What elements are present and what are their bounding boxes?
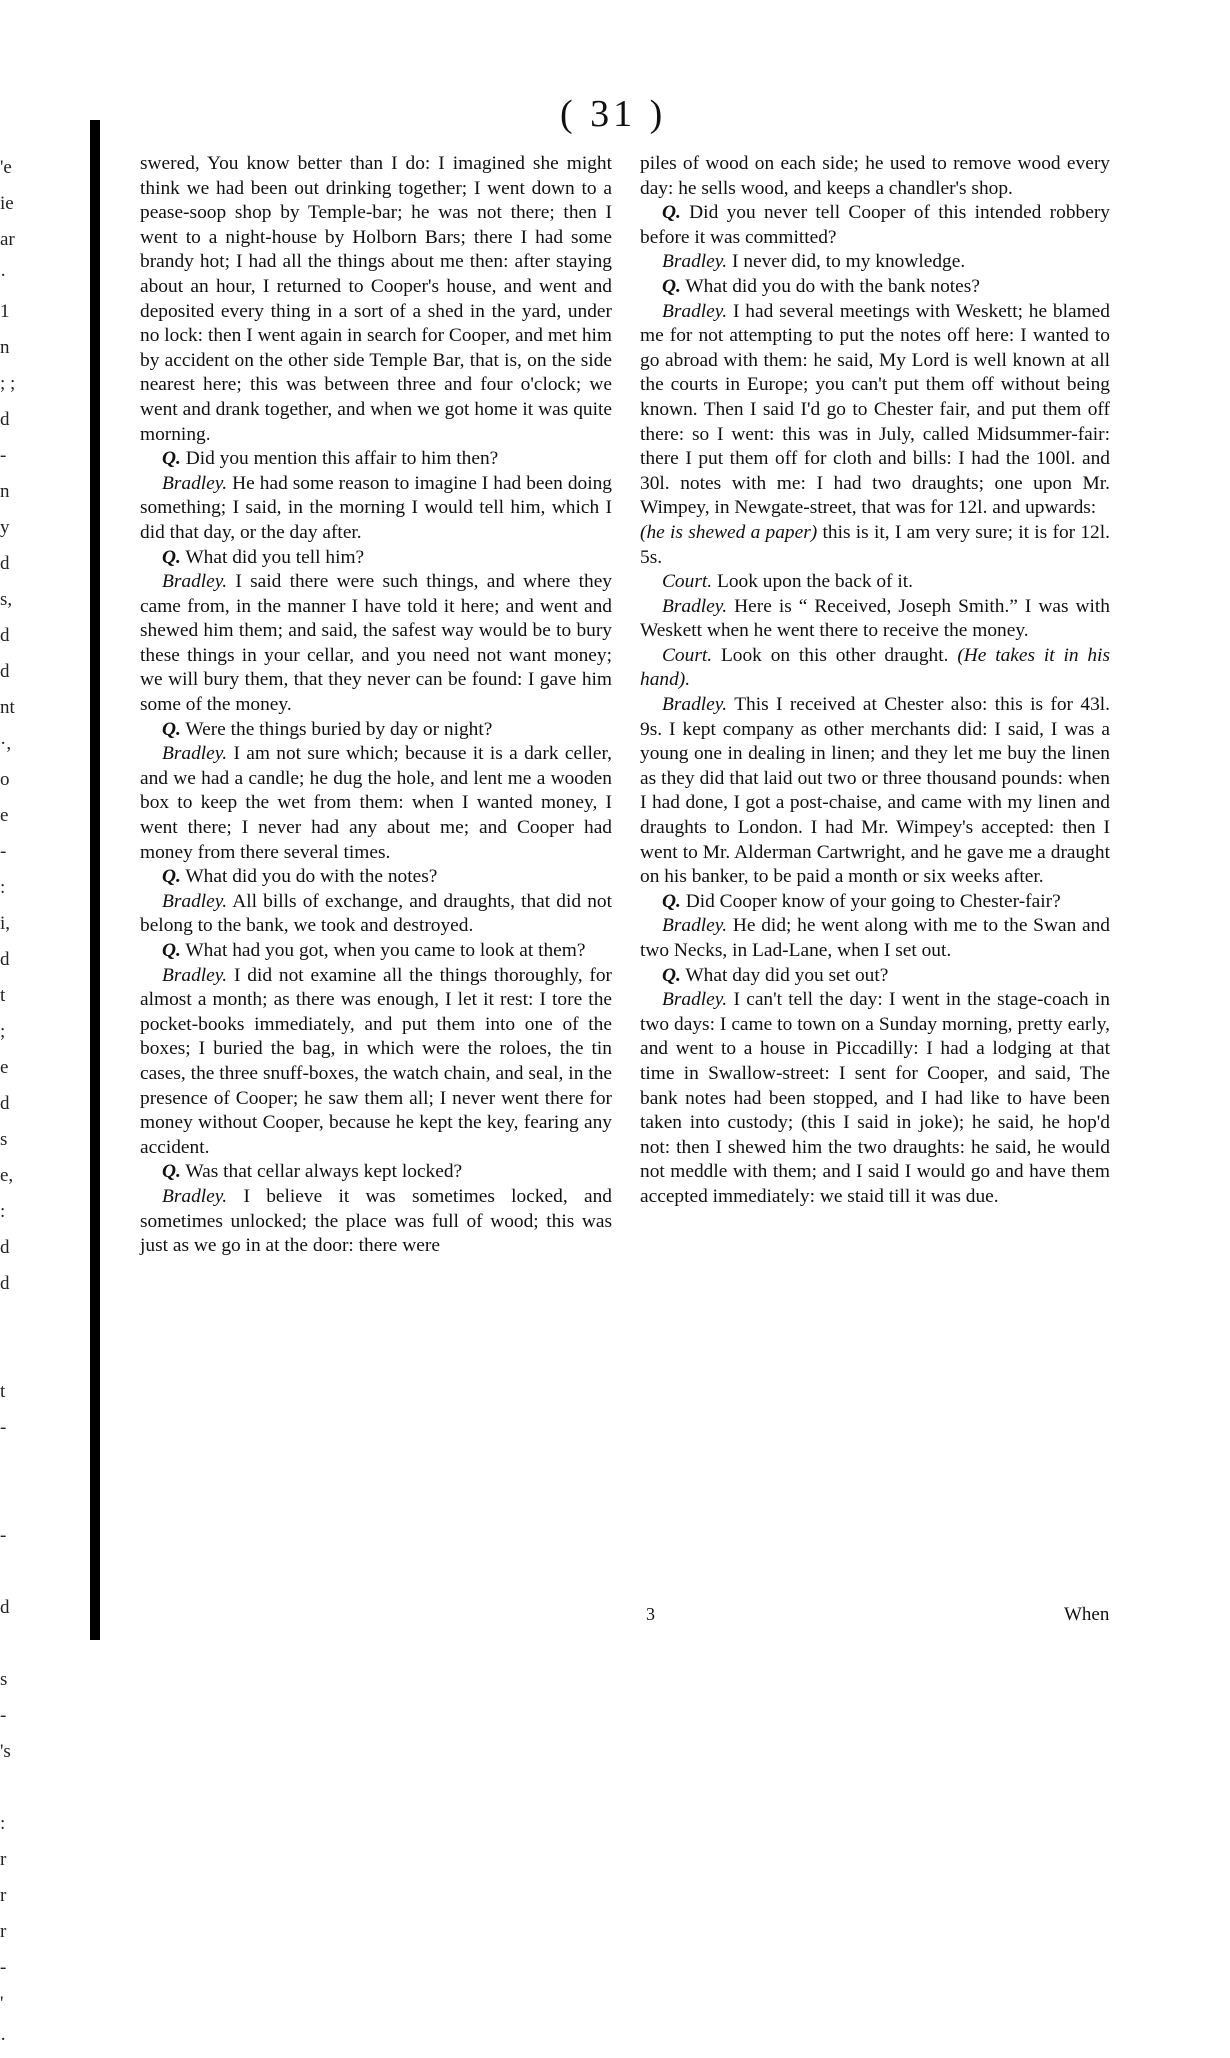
gutter-fragment: d: [0, 661, 10, 682]
speaker-label: Bradley.: [662, 251, 728, 273]
gutter-fragment: :: [0, 1201, 6, 1222]
paragraph-text: I am not sure which; because it is a dark celler, and we had a candle; he dug the hole, and lent me a wooden box to keep the wet from them: when I wanted money, I went there; I never had any about me; and Cooper had money from there several times.: [140, 743, 612, 863]
gutter-fragment: n: [0, 481, 10, 502]
gutter-fragment: -: [0, 1525, 7, 1546]
speaker-label: Court.: [662, 644, 713, 666]
gutter-fragment: d: [0, 1597, 10, 1618]
gutter-fragment: -: [0, 841, 7, 862]
speaker-label: Q.: [662, 202, 681, 224]
gutter-fragment: e,: [0, 1165, 14, 1186]
gutter-fragment: ·: [0, 2029, 7, 2050]
speaker-label: Q.: [662, 890, 681, 912]
gutter-fragment: 1: [0, 301, 10, 322]
gutter-fragment: ar: [0, 229, 15, 250]
paragraph-text: All bills of exchange, and draughts, that did not belong to the bank, we took and destroyed.: [140, 890, 612, 937]
gutter-fragment: e: [0, 1057, 9, 1078]
paragraph: [640, 595, 1110, 644]
gutter-fragment: -: [0, 445, 7, 466]
paragraph-text: What day did you set out?: [685, 964, 889, 986]
paragraph: [140, 1160, 612, 1185]
gutter-fragment: s,: [0, 589, 13, 610]
paragraph-text: What did you do with the bank notes?: [685, 275, 980, 297]
gutter-fragment: d: [0, 409, 10, 430]
speaker-label: Bradley.: [162, 743, 228, 765]
paragraph: [140, 718, 612, 743]
paragraph: [640, 250, 1110, 275]
gutter-fragment: 'e: [0, 157, 12, 178]
gutter-fragment: [0, 1554, 70, 1590]
speaker-label: Bradley.: [662, 694, 728, 716]
gutter-fragment: d: [0, 1273, 10, 1294]
paragraph: [640, 988, 1110, 1209]
gutter-fragment: n: [0, 337, 10, 358]
paragraph: [140, 939, 612, 964]
paragraph-text: I said there were such things, and where they came from, in the manner I have told it here; and went and shewed him them; and said, the safest way would be to bury these things in your cellar, and you need not want money; we will bury them, that they never can be found: I gave him some of the money.: [140, 571, 612, 716]
gutter-fragment: d: [0, 1237, 10, 1258]
gutter-fragment: i,: [0, 913, 11, 934]
paragraph-text: Look on this other draught.: [720, 644, 949, 666]
paragraph-text: I believe it was sometimes locked, and sometimes unlocked; the place was full of wood; this was just as we go in at the door: there were: [140, 1185, 612, 1257]
speaker-label: Q.: [162, 546, 181, 568]
paragraph-text: He did; he went along with me to the Swan and two Necks, in Lad-Lane, when I set out.: [640, 915, 1110, 961]
gutter-fragment: -: [0, 1957, 7, 1978]
gutter-fragment: [0, 1338, 70, 1374]
paragraph: [640, 693, 1110, 890]
gutter-fragment: nt: [0, 697, 15, 718]
gutter-fragment: [0, 1770, 70, 1806]
paragraph: [640, 275, 1110, 300]
gutter-fragment: r: [0, 1849, 7, 1870]
paragraph-text: He had some reason to imagine I had been doing something; I said, in the morning I would tell him, which I did that day, or the day after.: [140, 472, 612, 543]
gutter-fragment: d: [0, 553, 10, 574]
speaker-label: Q.: [162, 448, 181, 470]
paragraph: [140, 865, 612, 890]
page-number: ( 31 ): [560, 93, 667, 135]
paragraph-text: Did you never tell Cooper of this intended robbery before it was committed?: [640, 202, 1110, 248]
gutter-fragment: d: [0, 625, 10, 646]
catchword: When: [1064, 1604, 1110, 1625]
speaker-label: Bradley.: [162, 1185, 228, 1207]
paragraph-text: What did you tell him?: [185, 546, 365, 568]
paragraph-text: Did you mention this affair to him then?: [185, 448, 499, 470]
left-text-column: [140, 152, 612, 1259]
gutter-fragment: ·: [0, 265, 7, 286]
paragraph: [640, 521, 1110, 570]
paragraph-text: Did Cooper know of your going to Chester-fair?: [685, 890, 1061, 912]
paragraph-text: this is it, I am very sure; it is for 12l. 5s.: [640, 521, 1110, 568]
binding-shadow: [90, 120, 100, 1640]
paragraph: [640, 644, 1110, 693]
gutter-fragment: r: [0, 1921, 7, 1942]
paragraph: [640, 152, 1110, 201]
paragraph-text: I never did, to my knowledge.: [732, 251, 966, 273]
gutter-fragment: e: [0, 805, 9, 826]
paragraph-text: This I received at Chester also: this is for 43l. 9s. I kept company as other merchants did: I said, I was a young one in dealing in linen; and they let me buy the linen as they did that laid out two or three thousand pounds: when I had done, I got a post-chaise, and came with my linen and draughts to London. I had Mr. Wimpey's accepted: then I went to Mr. Alderman Cartwright, and he gave me a draught on his banker, to be paid a month or six weeks after.: [640, 694, 1110, 888]
paragraph-text: What had you got, when you came to look at them?: [185, 940, 586, 961]
paragraph-text: Were the things buried by day or night?: [185, 718, 493, 740]
signature-mark: 3: [646, 1604, 655, 1624]
gutter-fragment: -: [0, 1705, 7, 1726]
paragraph-text: Look upon the back of it.: [716, 571, 913, 593]
paragraph: [140, 152, 612, 447]
speaker-label: Bradley.: [662, 300, 728, 322]
gutter-fragment: :: [0, 1813, 6, 1834]
paragraph-text: Was that cellar always kept locked?: [185, 1161, 463, 1183]
gutter-fragment: ·,: [0, 733, 12, 754]
speaker-label: Court.: [662, 571, 713, 593]
gutter-fragment: t: [0, 1381, 6, 1402]
gutter-fragment: [0, 1446, 70, 1482]
gutter-fragment: ;: [0, 1021, 6, 1042]
speaker-label: Bradley.: [162, 964, 228, 986]
paragraph: [640, 570, 1110, 595]
paragraph: [640, 964, 1110, 989]
speaker-label: Q.: [162, 866, 181, 888]
speaker-label: Bradley.: [162, 472, 228, 494]
paragraph: [140, 570, 612, 718]
paragraph-text: I did not examine all the things thoroughly, for almost a month; as there was enough, I let it rest: I tore the pocket-books immediately, and put them into one of the boxes; I buried the bag, in which were the roloes, the tin cases, the three snuff-boxes, the watch chain, and seal, in the presence of Cooper; he saw them all; I never went there for money without Cooper, because he kept the key, fearing any accident.: [140, 964, 612, 1158]
paragraph-text: piles of wood on each side; he used to remove wood every day: he sells wood, and keeps a chandler's shop.: [640, 153, 1110, 199]
gutter-fragment: ': [0, 1993, 4, 2014]
paragraph: [640, 890, 1110, 915]
gutter-fragment: -: [0, 1417, 7, 1438]
gutter-fragment: ; ;: [0, 373, 16, 394]
gutter-fragment: [0, 1626, 70, 1662]
paragraph-text: What did you do with the notes?: [185, 866, 438, 888]
gutter-fragment: r: [0, 1885, 7, 1906]
paragraph-text: Here is “ Received, Joseph Smith.” I was with Weskett when he went there to receive the money.: [640, 595, 1110, 642]
paragraph: [140, 964, 612, 1161]
paragraph-text: I can't tell the day: I went in the stage-coach in two days: I came to town on a Sunday morning, pretty early, and went to a house in Piccadilly: I had a lodging at that time in Swallow-street: I sent for Cooper, and said, The bank notes had been stopped, and I had like to have been taken into custody; (this I said in joke); he said, he hop'd not: then I shewed him the two draughts: he said, he would not meddle with them; and I said I would go and have them accepted immediately: we staid till it was due.: [640, 989, 1110, 1207]
gutter-fragment: [0, 1302, 70, 1338]
paragraph: [140, 890, 612, 939]
speaker-label: Q.: [162, 940, 181, 961]
speaker-label: Bradley.: [662, 595, 728, 617]
gutter-fragment: [0, 1482, 70, 1518]
gutter-fragment: o: [0, 769, 10, 790]
gutter-fragment: :: [0, 877, 6, 898]
speaker-label: Q.: [662, 275, 681, 297]
paragraph: [640, 201, 1110, 250]
gutter-fragment: ie: [0, 193, 14, 214]
gutter-fragment: 's: [0, 1741, 11, 1762]
paragraph: [140, 447, 612, 472]
gutter-fragment: s: [0, 1669, 8, 1690]
paragraph-text: I had several meetings with Weskett; he blamed me for not attempting to put the notes off here: I wanted to go abroad with them: he said, My Lord is well known at all the courts in Europe; you can't put them off without being known. Then I said I'd go to Chester fair, and put them off there: so I went: this was in July, called Midsummer-fair: there I put them off for cloth and bills: I had the 100l. and 30l. notes with me: I had two draughts; one upon Mr. Wimpey, in Newgate-street, that was for 12l. and upwards:: [640, 300, 1110, 519]
speaker-label: Bradley.: [162, 890, 228, 912]
paragraph: [140, 742, 612, 865]
paragraph: [640, 300, 1110, 521]
speaker-label: Q.: [662, 964, 681, 986]
paragraph: [140, 472, 612, 546]
paragraph: [640, 914, 1110, 963]
speaker-label: Bradley.: [162, 571, 228, 593]
gutter-fragment: t: [0, 985, 6, 1006]
paragraph: [140, 546, 612, 571]
gutter-fragment: y: [0, 517, 10, 538]
speaker-label: Q.: [162, 718, 181, 740]
right-text-column: [640, 152, 1110, 1210]
gutter-fragment: d: [0, 949, 10, 970]
paragraph: [140, 1185, 612, 1259]
stage-direction: (He takes it in his hand).: [640, 644, 1110, 691]
speaker-label: Q.: [162, 1161, 181, 1183]
gutter-fragment: s: [0, 1129, 8, 1150]
gutter-fragment: d: [0, 1093, 10, 1114]
speaker-label: Bradley.: [662, 989, 728, 1011]
facing-page-fragments: [0, 150, 70, 2058]
paragraph-text: swered, You know better than I do: I imagined she might think we had been out drinking together; I went down to a pease-soop shop by Temple-bar; he was not there; then I went to a night-house by Holborn Bars; there I had some brandy hot; I had all the things about me then: after staying about an hour, I returned to Cooper's house, and went and deposited every thing in a sort of a shed in the yard, under no lock: then I went again in search for Cooper, and met him by accident on the other side Temple Bar, that is, on the side nearest here; this was between three and four o'clock; we went and drank together, and when we got home it was quite morning.: [140, 153, 612, 445]
speaker-label: Bradley.: [662, 915, 728, 937]
stage-direction: (he is shewed a paper): [640, 521, 818, 543]
